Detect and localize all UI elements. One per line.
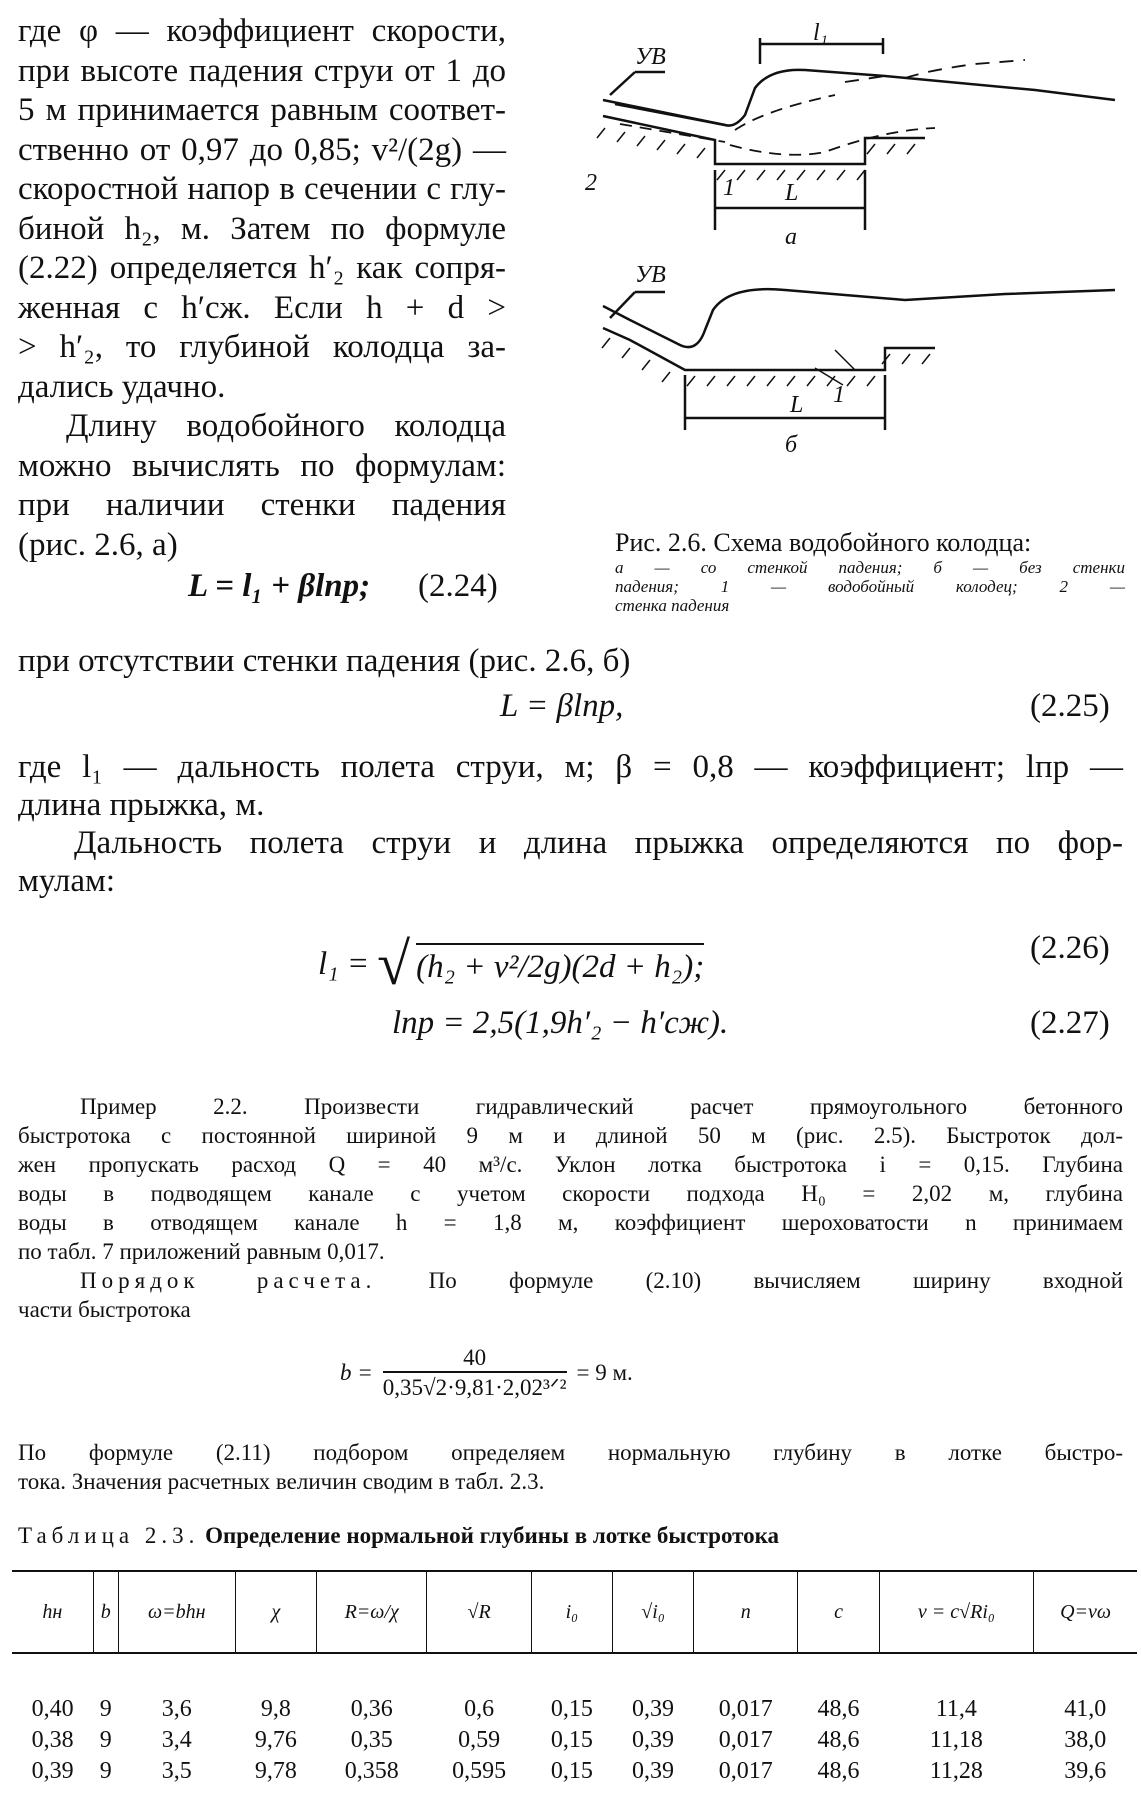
order-rest: По формуле (2.10) вычисляем ширину входной xyxy=(428,1268,1123,1293)
normal-depth-table xyxy=(12,1570,1137,1787)
fraction-den: 0,35√2·9,81·2,02³ᐟ² xyxy=(383,1371,567,1401)
left-column-text xyxy=(18,12,506,565)
cell: 3,5 xyxy=(161,1758,192,1784)
cell: 0,358 xyxy=(344,1758,399,1784)
cell: 0,39 xyxy=(632,1696,675,1722)
eq-b-lhs: b = xyxy=(340,1360,373,1385)
cell: 0,40 xyxy=(31,1696,74,1722)
equation-number: (2.25) xyxy=(1030,688,1110,724)
equation-2-24: L = l₁ + βlпр; xyxy=(188,568,371,604)
text-line: где φ — коэффициент скорости, xyxy=(18,13,506,49)
cell: 0,595 xyxy=(452,1758,507,1784)
text-line: при высоте падения струи от 1 до xyxy=(18,52,506,89)
col-header: b xyxy=(93,1571,118,1653)
text-line: при отсутствии стенки падения (рис. 2.6, б) xyxy=(18,643,631,679)
cell: 0,6 xyxy=(464,1696,495,1722)
uv-leader-a xyxy=(610,72,635,95)
text-line: при наличии стенки падения xyxy=(18,487,506,523)
cell: 9 xyxy=(99,1696,112,1722)
sqrt-icon: √ xyxy=(377,931,411,997)
label-l1: l₁ xyxy=(813,20,829,46)
equation-2-26 xyxy=(318,930,704,999)
text-line: части быстротока xyxy=(18,1297,191,1322)
eq-b-rhs: = 9 м. xyxy=(576,1360,633,1385)
where-text xyxy=(18,748,1123,900)
col-header: v = c√Ri₀ xyxy=(879,1571,1034,1653)
col-header: n xyxy=(694,1571,798,1653)
table-label: Таблица 2.3. xyxy=(18,1523,200,1548)
label-uv-b: УВ xyxy=(635,262,666,288)
col-header: R=ω/χ xyxy=(316,1571,427,1653)
cell: 0,15 xyxy=(550,1758,593,1784)
col-header: √R xyxy=(427,1571,531,1653)
label-b: б xyxy=(785,432,798,458)
cell: 3,4 xyxy=(161,1727,192,1753)
cell: 0,38 xyxy=(31,1727,74,1753)
text-line: воды в отводящем канале h = 1,8 м, коэффициент шероховатости n принимаем xyxy=(18,1210,1123,1235)
equation-number: (2.24) xyxy=(418,568,498,604)
eq-radicand: (h₂ + v²/2g)(2d + h₂); xyxy=(416,943,704,986)
text-line: > h′₂, то глубиной колодца за- xyxy=(18,329,506,365)
text-line: по табл. 7 приложений равным 0,017. xyxy=(18,1239,385,1264)
formula-211-text xyxy=(18,1438,1123,1496)
cell: 0,15 xyxy=(550,1727,593,1753)
text-line: жен пропускать расход Q = 40 м³/с. Уклон лотка быстротока i = 0,15. Глубина xyxy=(18,1152,1123,1177)
label-2: 2 xyxy=(585,170,597,196)
cell: 11,18 xyxy=(929,1727,983,1753)
table-caption: Определение нормальной глубины в лотке быстротока xyxy=(205,1523,780,1548)
text-line: (2.22) определяется h′₂ как сопря- xyxy=(18,250,506,286)
cell: 0,36 xyxy=(350,1696,393,1722)
text-line: женная с h′сж. Если h + d > xyxy=(18,289,506,326)
equation-number: (2.26) xyxy=(1030,930,1110,966)
table-row xyxy=(12,1694,1137,1725)
cell: 0,59 xyxy=(458,1727,501,1753)
text-line: По формуле (2.11) подбором определяем нормальную глубину в лотке быстро- xyxy=(18,1440,1123,1465)
equation-2-25: L = βlпр, xyxy=(500,688,624,724)
cell: 0,017 xyxy=(718,1727,773,1753)
label-L-b: L xyxy=(790,392,804,418)
example-block xyxy=(18,1092,1123,1324)
water-surface-b xyxy=(603,289,1115,347)
text-line: где l₁ — дальность полета струи, м; β = 0,8 — коэффициент; lпр — xyxy=(18,749,1123,785)
order-label: Порядок расчета. xyxy=(80,1268,377,1293)
equation-number: (2.27) xyxy=(1030,1005,1110,1041)
cell: 0,39 xyxy=(31,1758,74,1784)
col-header: i₀ xyxy=(531,1571,612,1653)
cell: 0,39 xyxy=(632,1758,675,1784)
label-1: 1 xyxy=(723,175,735,201)
cell: 39,6 xyxy=(1064,1758,1107,1784)
caption-line: а — со стенкой падения; б — без стенки xyxy=(615,558,1125,577)
text-line: можно вычислять по формулам: xyxy=(18,447,506,484)
label-1-b: 1 xyxy=(833,382,845,408)
caption-line: падения; 1 — водобойный колодец; 2 — xyxy=(615,577,1125,596)
text-line: быстротока с постоянной шириной 9 м и длиной 50 м (рис. 2.5). Быстроток дол- xyxy=(18,1123,1123,1148)
cell: 48,6 xyxy=(817,1758,860,1784)
text-line: Дальность полета струи и длина прыжка определяются по фор- xyxy=(74,825,1123,861)
cell: 38,0 xyxy=(1064,1727,1107,1753)
col-header: χ xyxy=(235,1571,316,1653)
text-line: биной h₂, м. Затем по формуле xyxy=(18,210,506,247)
cell: 9 xyxy=(99,1727,112,1753)
fraction-num: 40 xyxy=(463,1345,487,1370)
equation-2-27: lпр = 2,5(1,9h′₂ − h′сж). xyxy=(392,1005,729,1041)
text-line: 5 м принимается равным соответ- xyxy=(18,92,506,128)
cell: 0,39 xyxy=(632,1727,675,1753)
uv-leader-b xyxy=(610,292,635,318)
cell: 9,78 xyxy=(254,1758,297,1784)
eq-lhs: l₁ = xyxy=(318,946,370,982)
text-line: дались удачно. xyxy=(18,368,226,405)
cell: 9,8 xyxy=(260,1696,291,1722)
figure-caption xyxy=(615,528,1125,615)
cell: 41,0 xyxy=(1064,1696,1107,1722)
text-line: воды в подводящем канале с учетом скорости подхода H₀ = 2,02 м, глубина xyxy=(18,1181,1123,1206)
channel-bed-b xyxy=(603,328,935,370)
col-header: Q=vω xyxy=(1034,1571,1137,1653)
label-L-a: L xyxy=(785,180,799,206)
col-header: hн xyxy=(12,1571,93,1653)
cell: 0,017 xyxy=(718,1758,773,1784)
cell: 0,35 xyxy=(350,1727,393,1753)
caption-title: Рис. 2.6. Схема водобойного колодца: xyxy=(615,528,1032,557)
channel-bed-a xyxy=(603,116,925,164)
col-header: ω=bhн xyxy=(118,1571,235,1653)
col-header: c xyxy=(798,1571,879,1653)
table-row xyxy=(12,1756,1137,1787)
cell: 11,28 xyxy=(929,1758,983,1784)
text-line xyxy=(18,1266,1123,1295)
equation-b xyxy=(340,1345,633,1401)
text-line: ственно от 0,97 до 0,85; v²/(2g) — xyxy=(18,131,506,168)
cell: 9,76 xyxy=(254,1727,297,1753)
cell: 11,4 xyxy=(935,1696,977,1722)
table-header-row xyxy=(12,1571,1137,1653)
label-uv: УВ xyxy=(635,44,666,70)
col-header: √i₀ xyxy=(612,1571,693,1653)
cell: 48,6 xyxy=(817,1696,860,1722)
hydraulic-well-diagram xyxy=(585,20,1135,520)
cell: 48,6 xyxy=(817,1727,860,1753)
caption-line: стенка падения xyxy=(615,596,730,615)
label-a: а xyxy=(785,224,797,250)
text-line: Длину водобойного колодца xyxy=(66,408,506,444)
text-line: длина прыжка, м. xyxy=(18,787,265,823)
text-line: скоростной напор в сечении с глу- xyxy=(18,171,506,207)
table-row xyxy=(12,1725,1137,1756)
cell: 9 xyxy=(99,1758,112,1784)
text-line: (рис. 2.6, а) xyxy=(18,526,178,563)
cell: 0,15 xyxy=(550,1696,593,1722)
table-title xyxy=(18,1523,779,1549)
text-line: тока. Значения расчетных величин сводим в табл. 2.3. xyxy=(18,1469,545,1494)
text-line: мулам: xyxy=(18,863,116,899)
cell: 3,6 xyxy=(161,1696,192,1722)
text-line: Пример 2.2. Произвести гидравлический расчет прямоугольного бетонного xyxy=(80,1094,1123,1119)
cell: 0,017 xyxy=(718,1696,773,1722)
fraction xyxy=(383,1345,567,1401)
